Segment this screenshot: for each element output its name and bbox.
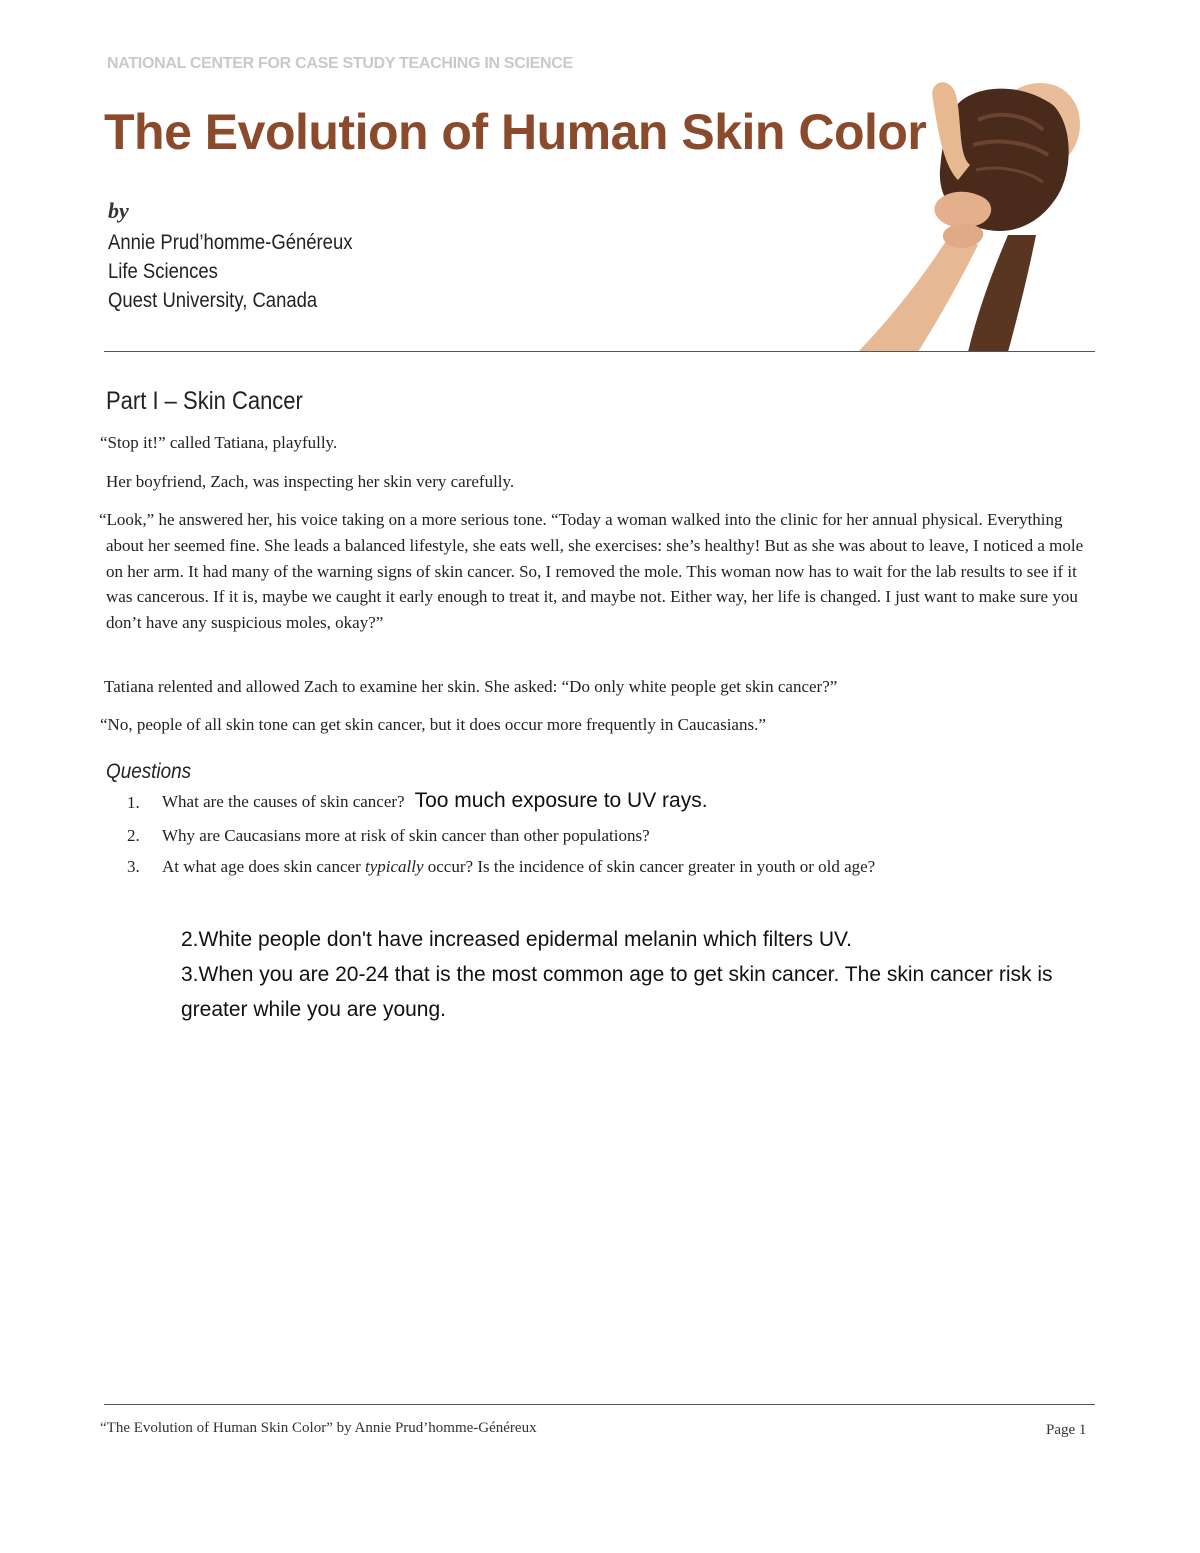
questions-heading: Questions [106, 760, 192, 783]
question-number: 2. [127, 826, 140, 845]
question-item [162, 789, 708, 813]
question-number: 3. [127, 857, 140, 876]
story-paragraph: “No, people of all skin tone can get skin cancer, but it does occur more frequently in Caucasians.” [100, 715, 766, 734]
question-item [127, 793, 140, 813]
organization-header: NATIONAL CENTER FOR CASE STUDY TEACHING IN SCIENCE [107, 55, 573, 72]
story-paragraph: Her boyfriend, Zach, was inspecting her skin very carefully. [106, 472, 515, 491]
author-institution: Quest University, Canada [108, 289, 318, 312]
question-item [127, 857, 140, 877]
question-item [162, 857, 875, 877]
page-number: Page 1 [1046, 1422, 1087, 1438]
answer-line: 2.White people don't have increased epidermal melanin which filters UV. [181, 928, 852, 951]
answer-line: greater while you are young. [181, 998, 446, 1021]
header-divider [104, 351, 1095, 352]
byline-label: by [108, 198, 129, 223]
question-emphasis: typically [364, 857, 424, 876]
question-text: occur? Is the incidence of skin cancer greater in youth or old age? [423, 857, 876, 876]
inline-answer: Too much exposure to UV rays. [414, 789, 708, 812]
question-item [127, 826, 140, 846]
story-paragraph: “Stop it!” called Tatiana, playfully. [100, 433, 338, 452]
answer-line: 3.When you are 20-24 that is the most common age to get skin cancer. The skin cancer risk is [181, 963, 1053, 986]
question-text: At what age does skin cancer [162, 857, 365, 876]
question-text: What are the causes of skin cancer? [162, 792, 405, 811]
question-number: 1. [127, 793, 140, 812]
question-text: Why are Caucasians more at risk of skin cancer than other populations? [162, 826, 650, 845]
clasped-hands-image [858, 70, 1088, 352]
author-name: Annie Prud’homme-Généreux [108, 231, 353, 254]
question-item [162, 826, 650, 846]
story-paragraph: Tatiana relented and allowed Zach to examine her skin. She asked: “Do only white people get skin cancer?” [104, 677, 838, 696]
footer-divider [104, 1404, 1095, 1405]
section-heading: Part I – Skin Cancer [106, 387, 303, 415]
story-paragraph: “Look,” he answered her, his voice taking on a more serious tone. “Today a woman walked into the clinic for her annual physical. Everything about her seemed fine. She leads a balanced lifestyle, she eats well, she exercises: she’s healthy! But as she was about to leave, I noticed a mole on her arm. It had many of the warning signs of skin cancer. So, I removed the mole. This woman now has to wait for the lab results to see if it was cancerous. If it is, maybe we caught it early enough to treat it, and maybe not. Either way, her life is changed. I just want to make sure you don’t have any suspicious moles, okay?” [99, 510, 1084, 633]
document-title: The Evolution of Human Skin Color [104, 104, 927, 160]
author-department: Life Sciences [108, 260, 218, 283]
footer-citation: “The Evolution of Human Skin Color” by Annie Prud’homme-Généreux [100, 1420, 537, 1436]
